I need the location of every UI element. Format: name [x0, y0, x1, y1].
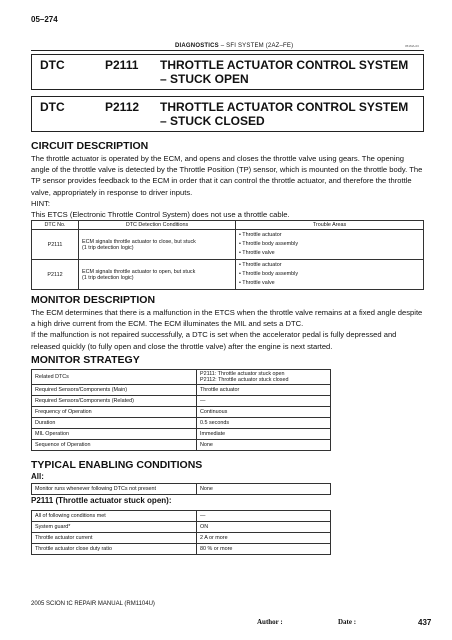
monitor-desc-p1: The ECM determines that there is a malfunction in the ETCS when the throttle valve remains at a fixed angle despite a high drive current from the ECM. The ECM illuminates the MIL and sets a DTC.	[31, 308, 423, 329]
table-row	[32, 511, 331, 522]
dtc-code: P2112	[105, 100, 140, 114]
area-item: • Throttle valve	[239, 280, 275, 286]
row-key: Required Sensors/Components (Main)	[32, 385, 197, 396]
p2111-enabling-heading: P2111 (Throttle actuator stuck open):	[31, 496, 172, 505]
dtc-no: P2111	[32, 230, 79, 260]
th-dtc-no: DTC No.	[32, 221, 79, 230]
dtc-title-box-p2111	[31, 54, 424, 90]
row-key: MIL Operation	[32, 429, 197, 440]
header-dash: –	[220, 43, 225, 49]
monitor-desc-p2: If the malfunction is not repaired successfully, a DTC is set when the accelerator pedal is fully depressed and released quickly (to fully open and close the throttle valve) after the engine is next started.	[31, 330, 397, 351]
monitor-strategy-heading: MONITOR STRATEGY	[31, 354, 140, 366]
row-key: Throttle actuator current	[32, 533, 197, 544]
header-section: DIAGNOSTICS	[175, 43, 219, 49]
circuit-body	[31, 153, 424, 220]
related-dtc: P2112: Throttle actuator stuck closed	[200, 377, 289, 383]
footer-date: Date :	[338, 618, 357, 626]
th-detection: DTC Detection Conditions	[79, 221, 236, 230]
cond-line: (1 trip detection logic)	[82, 274, 134, 281]
related-dtcs-label: Related DTCs	[32, 370, 197, 385]
row-value: Immediate	[197, 429, 331, 440]
table-row	[32, 385, 331, 396]
related-dtcs-values	[197, 370, 331, 385]
row-value: —	[197, 396, 331, 407]
area-item: • Throttle actuator	[239, 232, 282, 238]
dtc-table	[31, 220, 424, 290]
trouble-areas	[236, 230, 424, 260]
hint-text: This ETCS (Electronic Throttle Control System) does not use a throttle cable.	[31, 210, 290, 220]
table-row	[32, 407, 331, 418]
table-row	[32, 484, 331, 495]
cond-line: (1 trip detection logic)	[82, 244, 134, 251]
dtc-no: P2112	[32, 260, 79, 290]
enabling-all-table	[31, 483, 331, 495]
row-key: Duration	[32, 418, 197, 429]
cond-line: ECM signals throttle actuator to open, but stuck	[82, 268, 196, 275]
p2111-enabling-table	[31, 510, 331, 555]
footer-page-number: 437	[418, 618, 432, 627]
trouble-areas	[236, 260, 424, 290]
row-value: None	[197, 440, 331, 451]
footer-manual: 2005 SCION tC REPAIR MANUAL (RM1104U)	[31, 601, 155, 607]
row-value: 2 A or more	[197, 533, 331, 544]
dtc-title: THROTTLE ACTUATOR CONTROL SYSTEM – STUCK OPEN	[160, 58, 409, 86]
row-value: 80 % or more	[197, 544, 331, 555]
row-value: None	[197, 484, 331, 495]
dtc-label: DTC	[40, 100, 65, 114]
hint-label: HINT:	[31, 198, 50, 208]
row-value: 0.5 seconds	[197, 418, 331, 429]
table-row	[32, 260, 424, 290]
header-code: 051MA-03	[405, 44, 419, 48]
page-label: 05–274	[31, 15, 58, 24]
row-key: Throttle actuator close duty ratio	[32, 544, 197, 555]
dtc-title-box-p2112	[31, 96, 424, 132]
dtc-label: DTC	[40, 58, 65, 72]
th-trouble-areas: Trouble Areas	[236, 221, 424, 230]
header-rule	[31, 50, 424, 51]
footer-author: Author :	[257, 618, 283, 626]
row-key: Monitor runs whenever following DTCs not present	[32, 484, 197, 495]
section-header	[175, 43, 293, 49]
row-value: ON	[197, 522, 331, 533]
monitor-desc-body	[31, 307, 424, 352]
row-value: Continuous	[197, 407, 331, 418]
row-value: —	[197, 511, 331, 522]
row-key: Required Sensors/Components (Related)	[32, 396, 197, 407]
table-row	[32, 440, 331, 451]
dtc-code: P2111	[105, 58, 139, 72]
table-row	[32, 522, 331, 533]
circuit-text: The throttle actuator is operated by the ECM, and opens and closes the throttle valve using gears. The opening angle of the throttle valve is detected by the Throttle Position (TP) sensor, which is mounted on the throttle body. The TP sensor provides feedback to the ECM in order that it can control the throttle actuator, and therefore the throttle valve, appropriately in response to driver inputs.	[31, 154, 423, 197]
table-row	[32, 396, 331, 407]
cond-line: ECM signals throttle actuator to close, but stuck	[82, 238, 196, 245]
area-item: • Throttle body assembly	[239, 271, 299, 277]
row-value: Throttle actuator	[197, 385, 331, 396]
table-row	[32, 533, 331, 544]
table-row	[32, 230, 424, 260]
dtc-title: THROTTLE ACTUATOR CONTROL SYSTEM – STUCK CLOSED	[160, 100, 409, 128]
row-key: Frequency of Operation	[32, 407, 197, 418]
enabling-all-label: All:	[31, 472, 44, 481]
detection-condition	[79, 260, 236, 290]
enabling-heading: TYPICAL ENABLING CONDITIONS	[31, 459, 203, 471]
area-item: • Throttle valve	[239, 250, 275, 256]
table-header-row	[32, 221, 424, 230]
related-dtc: P2111: Throttle actuator stuck open	[200, 371, 285, 377]
table-row	[32, 544, 331, 555]
monitor-strategy-table	[31, 369, 331, 451]
detection-condition	[79, 230, 236, 260]
row-key: Sequence of Operation	[32, 440, 197, 451]
table-row	[32, 370, 331, 385]
area-item: • Throttle actuator	[239, 262, 282, 268]
table-row	[32, 429, 331, 440]
row-key: All of following conditions met	[32, 511, 197, 522]
monitor-desc-heading: MONITOR DESCRIPTION	[31, 294, 156, 306]
header-subsection: SFI SYSTEM (2AZ–FE)	[226, 43, 294, 49]
area-item: • Throttle body assembly	[239, 241, 299, 247]
circuit-heading: CIRCUIT DESCRIPTION	[31, 140, 149, 152]
table-row	[32, 418, 331, 429]
row-key: System guard*	[32, 522, 197, 533]
